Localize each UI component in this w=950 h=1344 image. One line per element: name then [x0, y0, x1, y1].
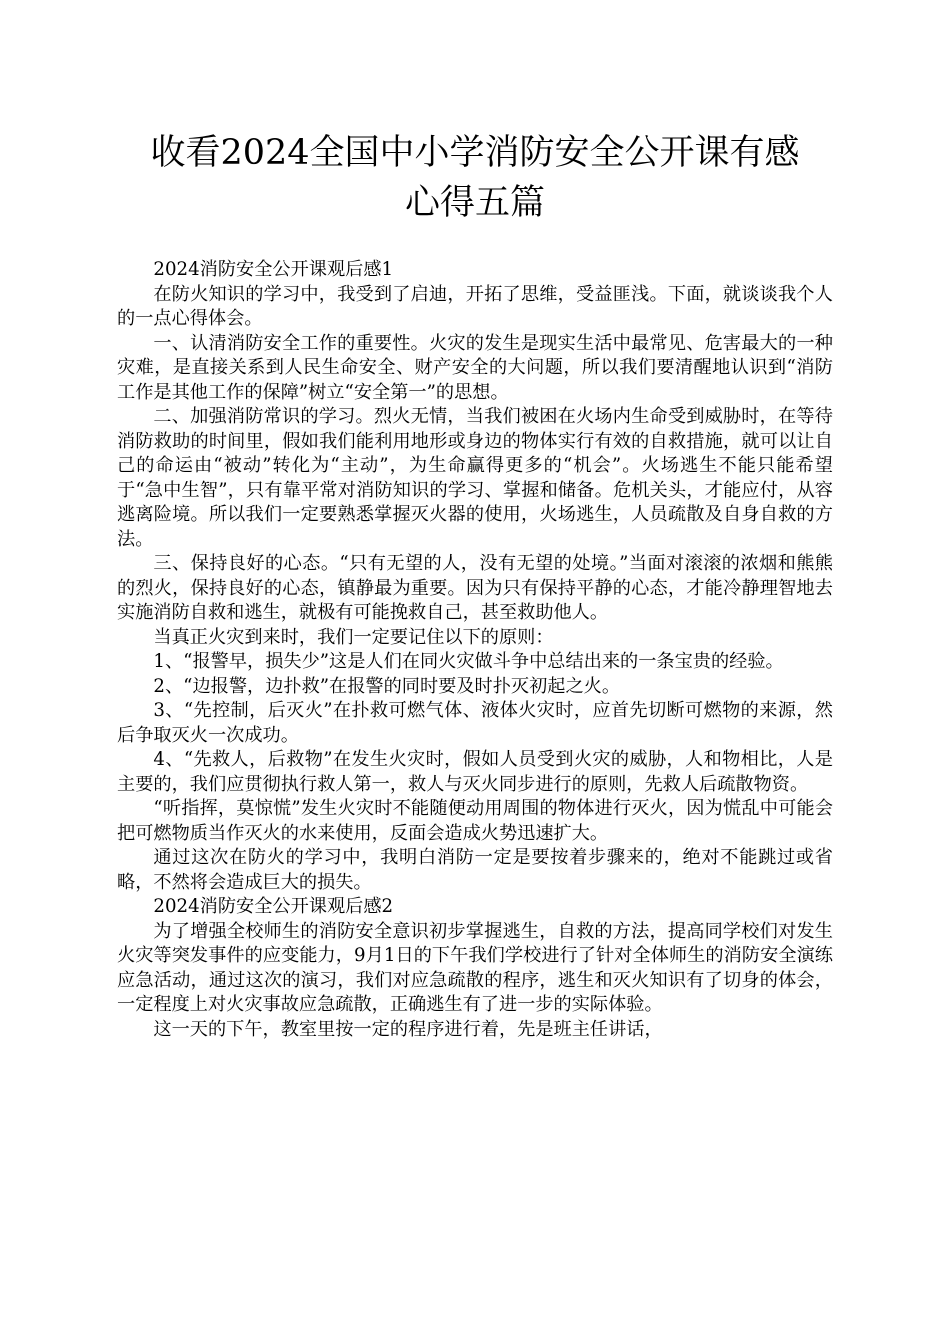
section-heading-1: 2024消防安全公开课观后感1: [153, 259, 394, 280]
document-title: [117, 0, 833, 228]
section-heading-2: 2024消防安全公开课观后感2: [153, 896, 394, 917]
paragraph: 三、保持良好的心态。“只有无望的人，没有无望的处境。”当面对滚滚的浓烟和熊熊的烈火，保持良好的心态，镇静最为重要。因为只有保持平静的心态，才能冷静理智地去实施消防自救和逃生，就极有可能挽救自己，甚至救助他人。: [117, 553, 833, 623]
list-item: 3、“先控制，后灭火”在扑救可燃气体、液体火灾时，应首先切断可燃物的来源，然后争取灭火一次成功。: [117, 700, 833, 746]
paragraph: 一、认清消防安全工作的重要性。火灾的发生是现实生活中最常见、危害最大的一种灾难，是直接关系到人民生命安全、财产安全的大问题，所以我们要清醒地认识到“消防工作是其他工作的保障”树立“安全第一”的思想。: [117, 332, 833, 403]
list-item: 1、“报警早，损失少”这是人们在同火灾做斗争中总结出来的一条宝贵的经验。: [153, 651, 784, 672]
list-item: 4、“先救人，后救物”在发生火灾时，假如人员受到火灾的威胁，人和物相比，人是主要的，我们应贯彻执行救人第一，救人与灭火同步进行的原则，先救人后疏散物资。: [117, 749, 833, 795]
paragraph: 二、加强消防常识的学习。烈火无情，当我们被困在火场内生命受到威胁时，在等待消防救助的时间里，假如我们能利用地形或身边的物体实行有效的自救措施，就可以让自己的命运由“被动”转化为“主动”，为生命赢得更多的“机会”。火场逃生不能只能希望于“急中生智”，只有靠平常对消防知识的学习、掌握和储备。危机关头，才能应付，从容逃离险境。所以我们一定要熟悉掌握灭火器的使用，火场逃生，人员疏散及自身自救的方法。: [117, 406, 833, 550]
document-page: [117, 0, 833, 1042]
paragraph: 在防火知识的学习中，我受到了启迪，开拓了思维，受益匪浅。下面，就谈谈我个人的一点心得体会。: [117, 283, 833, 329]
title-line-2: 心得五篇: [404, 183, 545, 223]
paragraph: 当真正火灾到来时，我们一定要记住以下的原则：: [153, 626, 554, 648]
document-body: [117, 258, 833, 1042]
paragraph: 通过这次在防火的学习中，我明白消防一定是要按着步骤来的，绝对不能跳过或省略，不然将会造成巨大的损失。: [117, 847, 833, 893]
paragraph: 为了增强全校师生的消防安全意识初步掌握逃生，自救的方法，提高同学校们对发生火灾等突发事件的应变能力，9月1日的下午我们学校进行了针对全体师生的消防安全演练应急活动，通过这次的演习，我们对应急疏散的程序，逃生和灭火知识有了切身的体会，一定程度上对火灾事故应急疏散，正确逃生有了进一步的实际体验。: [117, 920, 833, 1015]
list-item: 2、“边报警，边扑救”在报警的同时要及时扑灭初起之火。: [153, 675, 621, 697]
title-line-1: 收看2024全国中小学消防安全公开课有感: [150, 133, 800, 173]
paragraph: 这一天的下午，教室里按一定的程序进行着，先是班主任讲话，: [153, 1018, 663, 1040]
paragraph: “听指挥，莫惊慌”发生火灾时不能随便动用周围的物体进行灭火，因为慌乱中可能会把可燃物质当作灭火的水来使用，反面会造成火势迅速扩大。: [117, 798, 833, 844]
